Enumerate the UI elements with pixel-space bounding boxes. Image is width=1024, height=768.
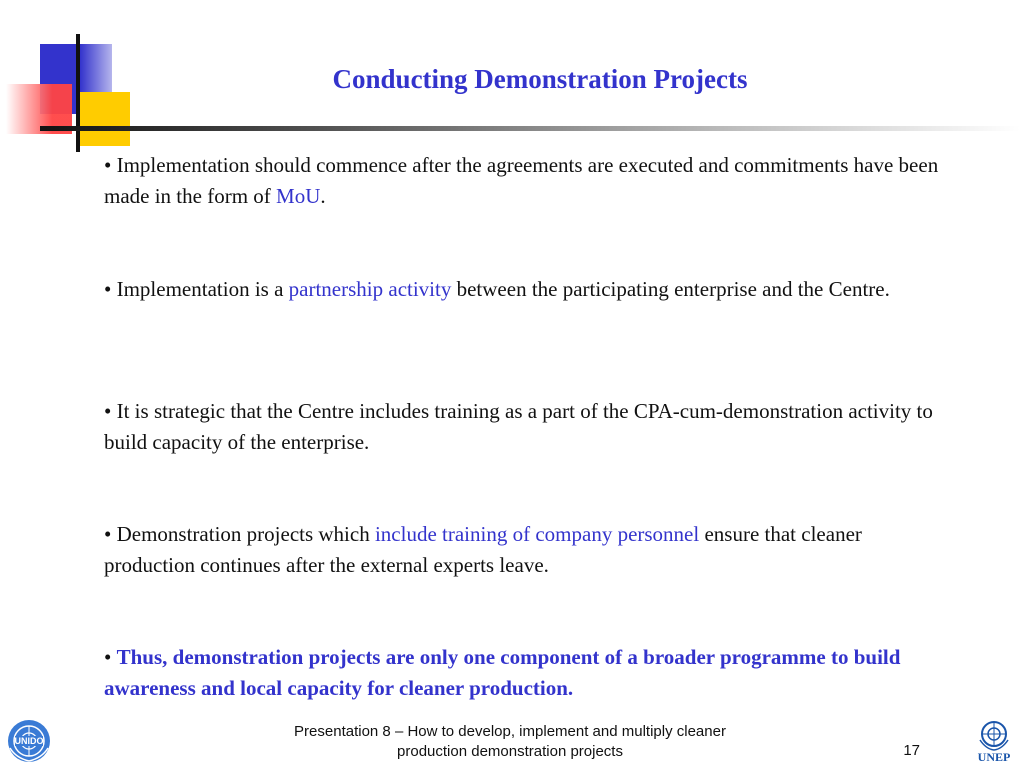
decor-yellow-square [78, 92, 130, 146]
bullet-2 [104, 274, 944, 305]
bullet-5 [104, 642, 944, 704]
bullet-marker: • [104, 277, 117, 301]
bullet-2-text-b: between the participating enterprise and the Centre. [451, 277, 890, 301]
bullet-3-text: It is strategic that the Centre includes training as a part of the CPA-cum-demonstration activity to build capacity of the enterprise. [104, 399, 933, 454]
bullet-marker: • [104, 399, 117, 423]
title-rule [40, 126, 1020, 131]
footer-line-2: production demonstration projects [397, 743, 623, 760]
bullet-1-text-b: . [320, 184, 326, 208]
unido-logo-icon [6, 718, 52, 764]
unep-logo-label: UNEP [977, 750, 1011, 764]
bullet-4 [104, 519, 944, 581]
bullet-1 [104, 150, 944, 212]
footer-caption [250, 722, 770, 762]
bullet-4-text-a: Demonstration projects which [116, 522, 375, 546]
bullet-marker: • [104, 522, 117, 546]
bullet-2-highlight: partnership activity [288, 277, 452, 301]
bullet-marker: • [104, 153, 117, 177]
bullet-marker: • [104, 645, 117, 669]
bullet-1-text-a: Implementation should commence after the agreements are executed and commitments have been made in the form of [104, 153, 939, 208]
bullet-1-highlight: MoU [276, 184, 321, 208]
bullet-3 [104, 396, 944, 458]
slide-title: Conducting Demonstration Projects [332, 64, 748, 94]
bullet-4-highlight: include training of company personnel [374, 522, 700, 546]
bullet-2-text-a: Implementation is a [116, 277, 289, 301]
decor-vertical-line [76, 34, 80, 152]
page-number: 17 [903, 742, 920, 759]
bullet-5-bold-text: Thus, demonstration projects are only one component of a broader programme to build awareness and local capacity for cleaner production. [104, 645, 901, 700]
footer-line-1: Presentation 8 – How to develop, implement and multiply cleaner [294, 723, 726, 740]
unido-logo-label: UNIDO [14, 736, 44, 746]
bullet-4-text-b: ensure that cleaner production continues after the external experts leave. [104, 522, 862, 577]
